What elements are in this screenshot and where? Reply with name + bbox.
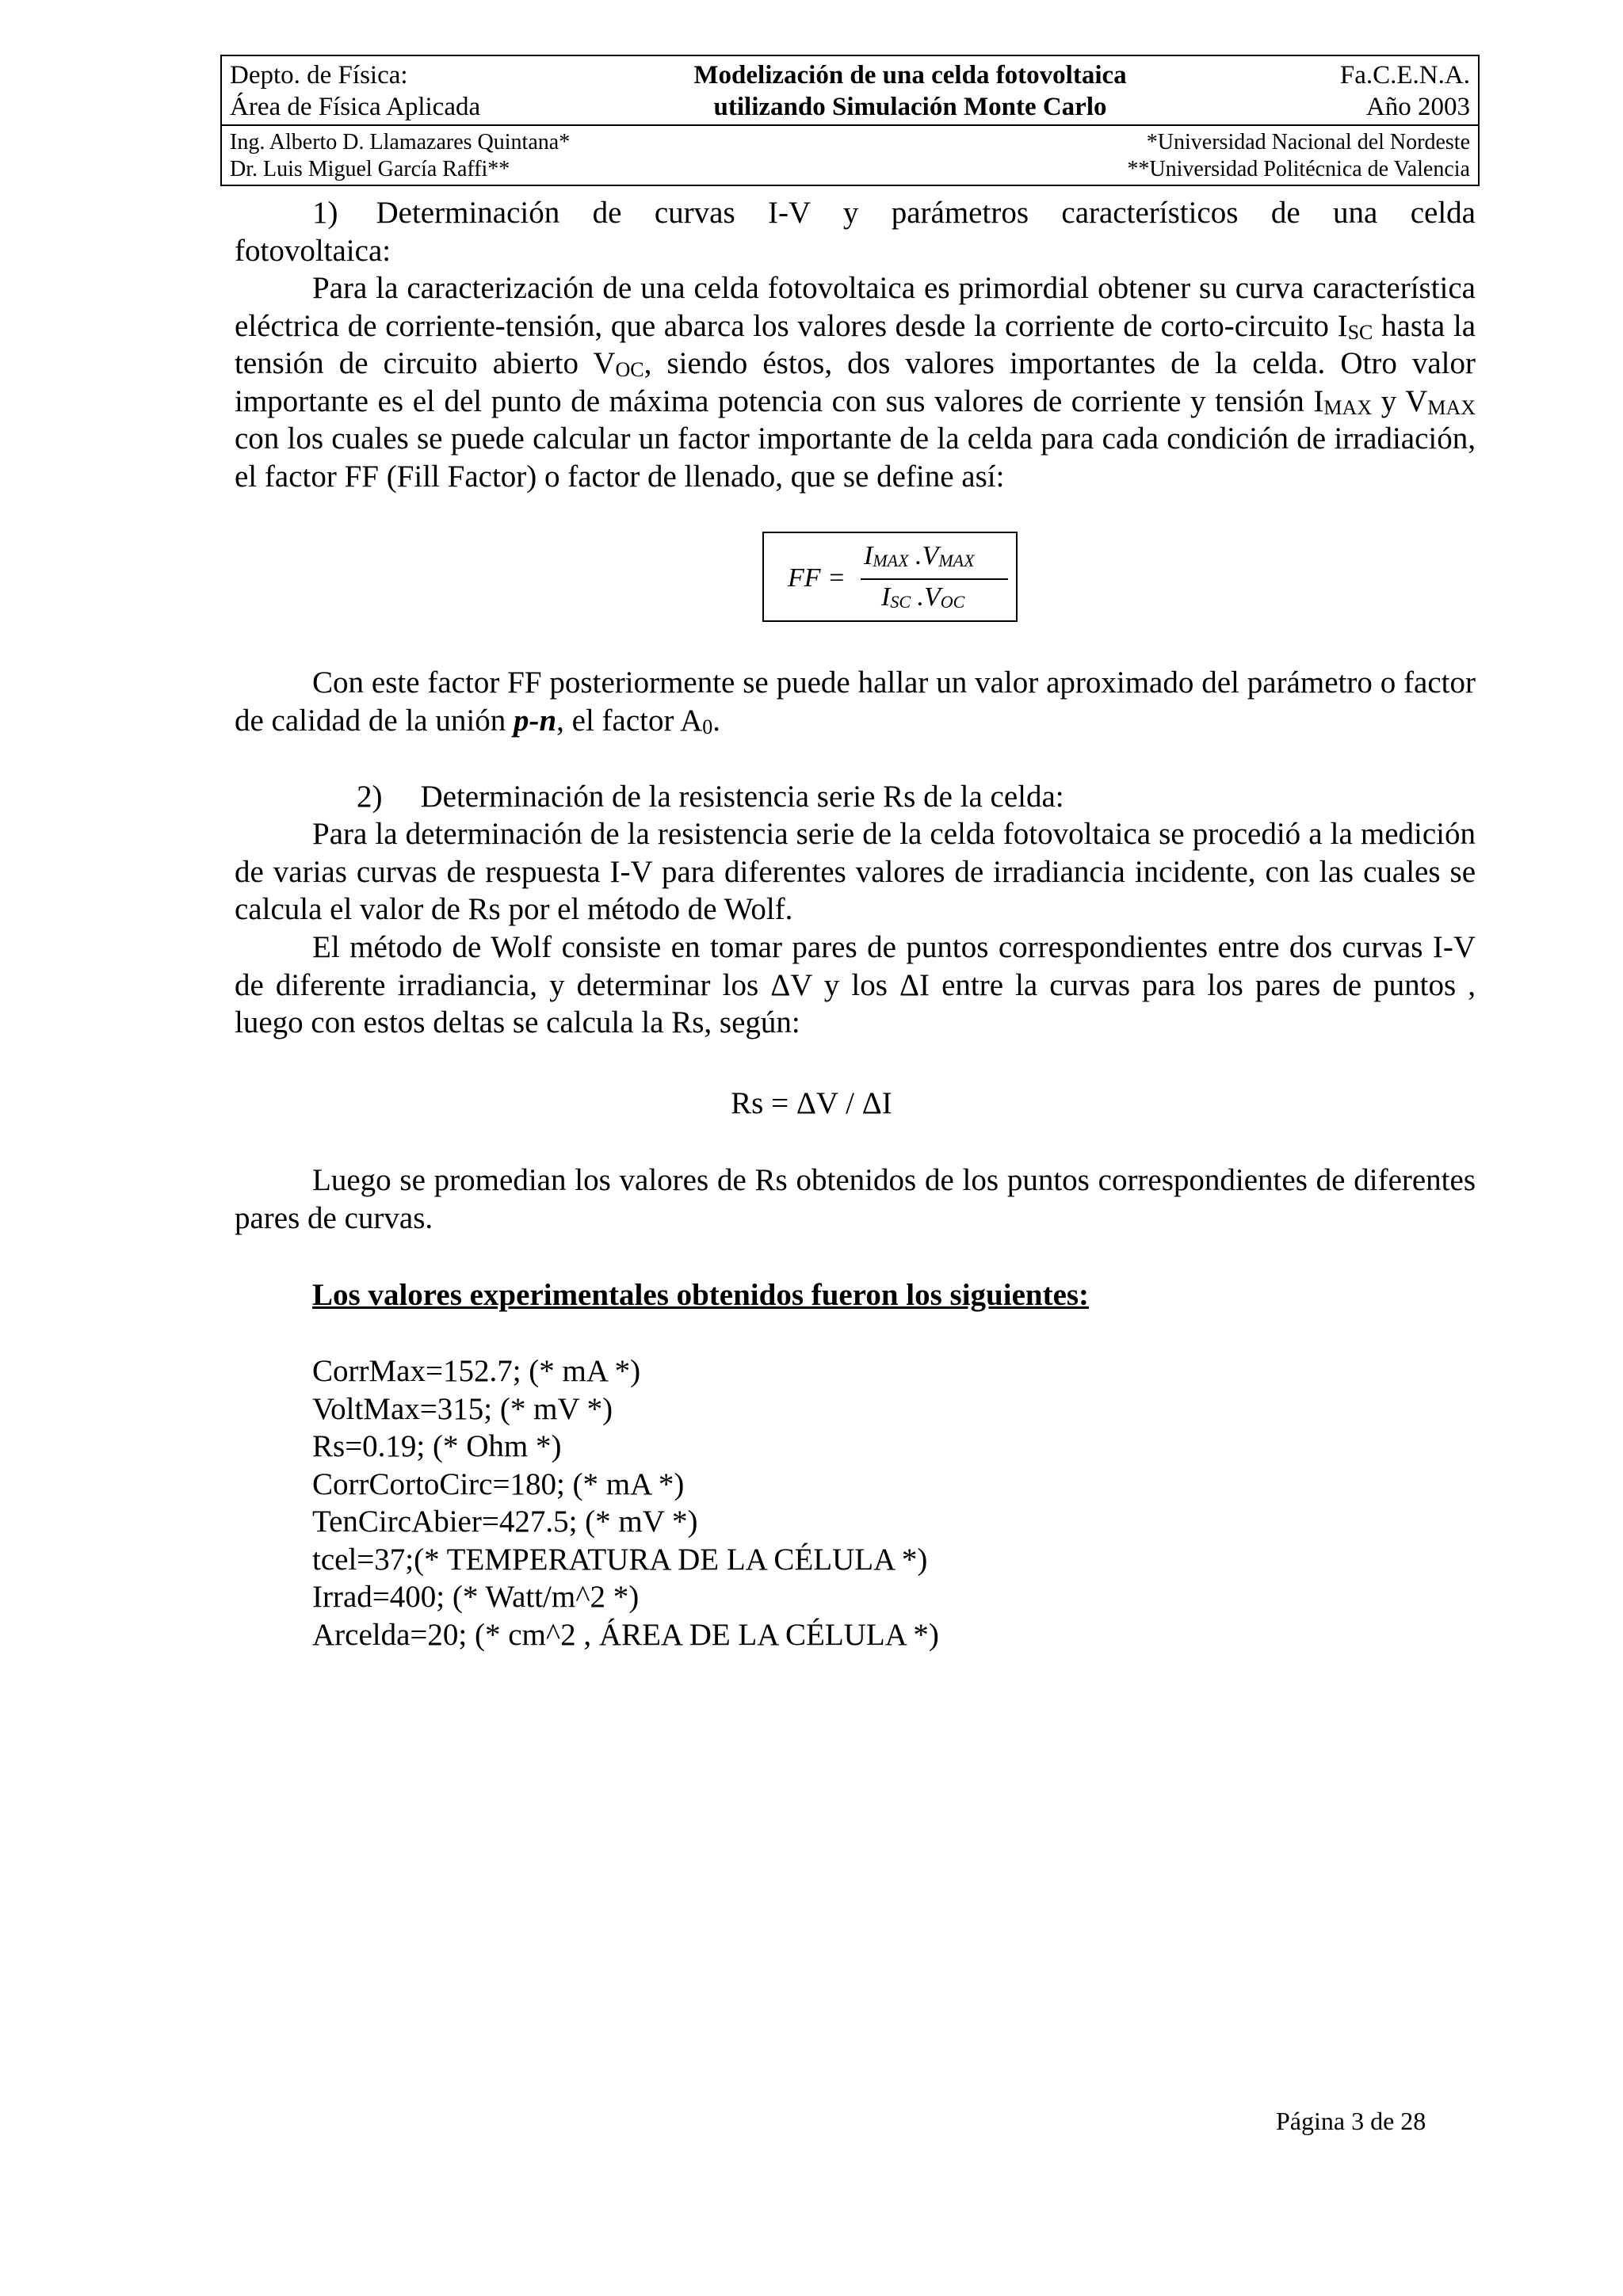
den-i: I (881, 582, 891, 612)
page-number: Página 3 de 28 (1276, 2107, 1426, 2135)
header-affiliation-1: *Universidad Nacional del Nordeste (1146, 130, 1470, 154)
p2-text-a: Con este factor FF posteriormente se puede hallar un valor aproximado del parámetro o factor de calidad de la unión (235, 666, 1476, 738)
p1-text-a: Para la caracterización de una celda fotovoltaica es primordial obtener su curva característica eléctrica de corriente-tensión, que abarca los valores desde la corriente de corto-circuito I (235, 271, 1476, 343)
rs-equation: Rs = ΔV / ΔI (731, 1086, 892, 1120)
header-year: Año 2003 (1365, 93, 1470, 121)
section1-heading (235, 194, 1476, 269)
header-authors (230, 129, 570, 183)
section2-paragraph-2: El método de Wolf consiste en tomar pares de puntos correspondientes entre dos curvas I-V de diferente irradiancia, y determinar los ΔV y los ΔI entre la curvas para los pares de puntos , luego con estos deltas se calcula la Rs, según: (235, 930, 1476, 1039)
result-line: Irrad=400; (* Watt/m^2 *) (312, 1580, 640, 1614)
results-list (312, 1352, 1422, 1653)
formula-lhs: FF = (788, 563, 846, 593)
fraction-bar (861, 578, 1008, 580)
section2-heading (235, 778, 1476, 816)
p1-sub-sc: SC (1347, 320, 1373, 344)
header-title-line1: Modelización de una celda fotovoltaica (693, 61, 1127, 90)
p1-text-d: y V (1372, 383, 1428, 418)
p1-text-e: con los cuales se puede calcular un factor importante de la celda para cada condición de irradiación, el factor FF (Fill Factor) o factor de llenado, que se define así: (235, 421, 1476, 494)
header-bottom-row (222, 126, 1478, 185)
p1-sub-max-i: MAX (1323, 395, 1373, 419)
page-header (220, 55, 1480, 186)
p1-text-b: hasta la tensión de circuito abierto V (235, 308, 1476, 380)
result-line: TenCircAbier=427.5; (* mV *) (312, 1505, 698, 1539)
section1-title-b: fotovoltaica: (235, 233, 391, 268)
section1-paragraph-1 (235, 269, 1476, 495)
p1-sub-max-v: MAX (1427, 395, 1476, 419)
header-author-1: Ing. Alberto D. Llamazares Quintana* (230, 130, 571, 154)
p2-sub-zero: 0 (702, 715, 713, 738)
formula-denominator (881, 582, 964, 612)
results-heading (312, 1276, 1422, 1314)
p1-sub-oc: OC (615, 358, 644, 381)
header-title (693, 59, 1126, 123)
header-dept-line2: Área de Física Aplicada (230, 93, 481, 121)
p1-text-c: , siendo éstos, dos valores importantes de la celda. Otro valor importante es el del punto de máxima potencia con sus valores de corriente y tensión I (235, 346, 1476, 418)
header-affiliations (1127, 129, 1470, 183)
results-heading-text: Los valores experimentales obtenidos fueron los siguientes: (312, 1278, 1090, 1312)
header-faculty-name: Fa.C.E.N.A. (1339, 61, 1470, 90)
section1-paragraph-2 (235, 664, 1476, 739)
result-line: Rs=0.19; (* Ohm *) (312, 1429, 562, 1463)
result-line: tcel=37;(* TEMPERATURA DE LA CÉLULA *) (312, 1542, 928, 1577)
den-i-sub: SC (890, 592, 911, 612)
result-line: CorrMax=152.7; (* mA *) (312, 1354, 641, 1388)
p2-text-b: , el factor A (556, 703, 703, 738)
formula-numerator (864, 541, 975, 571)
num-v-sub: MAX (938, 551, 975, 570)
den-v-sub: OC (940, 592, 965, 612)
num-i-sub: MAX (873, 551, 909, 570)
header-faculty (1340, 59, 1470, 123)
header-affiliation-2: **Universidad Politécnica de Valencia (1127, 157, 1470, 181)
header-author-2: Dr. Luis Miguel García Raffi** (230, 157, 510, 181)
section2-paragraph-3: Luego se promedian los valores de Rs obtenidos de los puntos correspondientes de diferentes pares de curvas. (235, 1163, 1476, 1235)
num-i: I (864, 541, 873, 570)
num-v: .V (908, 541, 939, 570)
result-line: CorrCortoCirc=180; (* mA *) (312, 1466, 685, 1501)
header-top-row (222, 56, 1478, 126)
fill-factor-formula (762, 532, 1018, 622)
section1-title-a: Determinación de curvas I-V y parámetros característicos de una celda (376, 196, 1476, 230)
section1-heading-line1 (235, 194, 1476, 232)
section2-title: Determinación de la resistencia serie Rs de la celda: (420, 780, 1064, 814)
p2-pn-junction: p-n (513, 703, 557, 738)
result-line: Arcelda=20; (* cm^2 , ÁREA DE LA CÉLULA *) (312, 1617, 939, 1652)
result-line: VoltMax=315; (* mV *) (312, 1391, 613, 1426)
den-v: .V (911, 582, 941, 612)
p2-text-c: . (712, 703, 720, 738)
header-department (230, 59, 480, 123)
section1-number: 1) (312, 196, 338, 230)
section2-number: 2) (357, 780, 383, 814)
header-dept-line1: Depto. de Física: (230, 61, 408, 90)
section2-paragraph-1: Para la determinación de la resistencia serie de la celda fotovoltaica se procedió a la medición de varias curvas de respuesta I-V para diferentes valores de irradiancia incidente, con las cuales se calcula el valor de Rs por el método de Wolf. (235, 817, 1476, 926)
header-title-line2: utilizando Simulación Monte Carlo (713, 93, 1107, 121)
